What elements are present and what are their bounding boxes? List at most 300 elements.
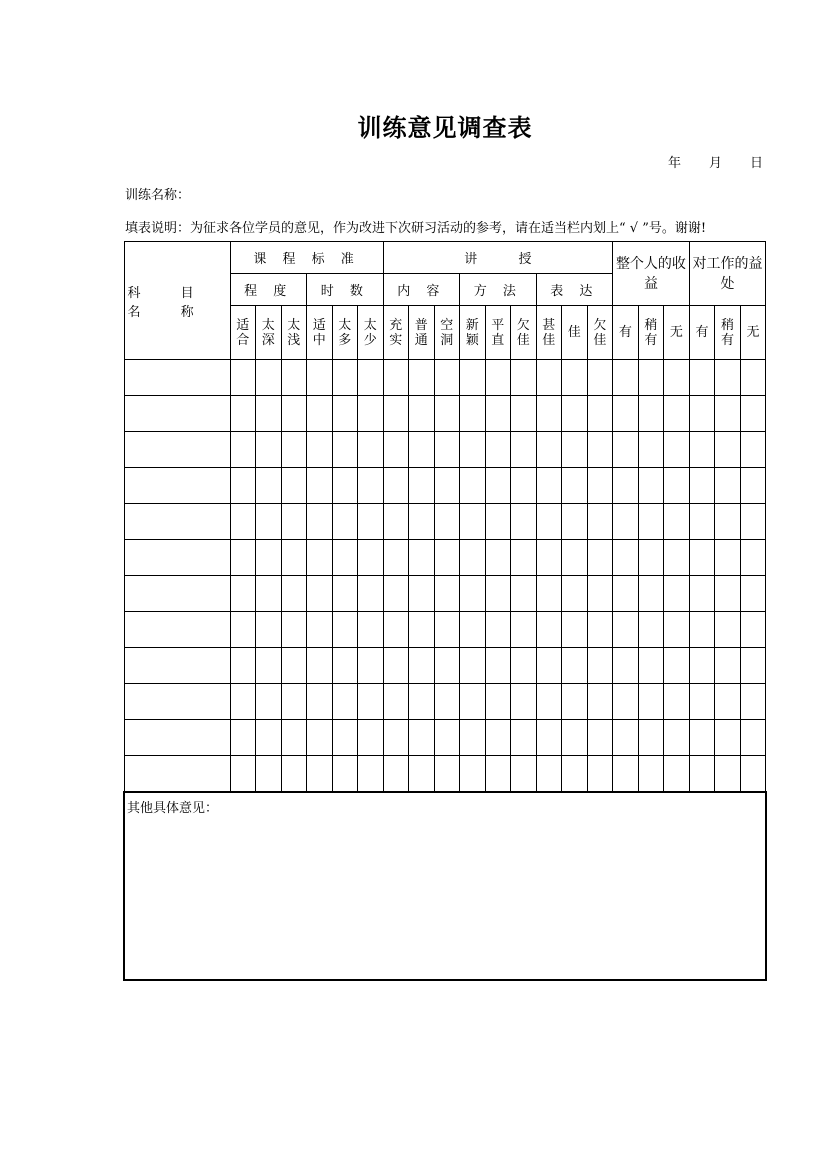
check-cell[interactable] <box>485 504 511 540</box>
check-cell[interactable] <box>664 576 690 612</box>
check-cell[interactable] <box>230 540 256 576</box>
check-cell[interactable] <box>256 648 282 684</box>
check-cell[interactable] <box>562 684 588 720</box>
check-cell[interactable] <box>256 396 282 432</box>
check-cell[interactable] <box>613 684 639 720</box>
check-cell[interactable] <box>613 648 639 684</box>
check-cell[interactable] <box>740 432 766 468</box>
option-header <box>664 306 690 360</box>
check-cell[interactable] <box>460 756 486 793</box>
check-cell[interactable] <box>307 432 333 468</box>
option-header <box>613 306 639 360</box>
check-cell[interactable] <box>638 360 664 396</box>
check-cell[interactable] <box>664 684 690 720</box>
check-cell[interactable] <box>715 684 741 720</box>
check-cell[interactable] <box>434 396 460 432</box>
check-cell[interactable] <box>460 648 486 684</box>
check-cell[interactable] <box>460 432 486 468</box>
check-cell[interactable] <box>740 648 766 684</box>
check-cell[interactable] <box>689 504 715 540</box>
check-cell[interactable] <box>638 540 664 576</box>
check-cell[interactable] <box>358 576 384 612</box>
subject-cell[interactable] <box>124 432 230 468</box>
check-cell[interactable] <box>332 576 358 612</box>
subject-cell[interactable] <box>124 684 230 720</box>
check-cell[interactable] <box>409 432 435 468</box>
check-cell[interactable] <box>332 684 358 720</box>
check-cell[interactable] <box>562 432 588 468</box>
check-cell[interactable] <box>281 360 307 396</box>
check-cell[interactable] <box>715 468 741 504</box>
check-cell[interactable] <box>358 504 384 540</box>
check-cell[interactable] <box>638 648 664 684</box>
check-cell[interactable] <box>689 612 715 648</box>
check-cell[interactable] <box>358 756 384 793</box>
option-header <box>358 306 384 360</box>
check-cell[interactable] <box>281 756 307 793</box>
check-cell[interactable] <box>511 756 537 793</box>
check-cell[interactable] <box>689 720 715 756</box>
check-cell[interactable] <box>307 396 333 432</box>
check-cell[interactable] <box>587 756 613 793</box>
check-cell[interactable] <box>715 756 741 793</box>
check-cell[interactable] <box>230 468 256 504</box>
check-cell[interactable] <box>358 432 384 468</box>
check-cell[interactable] <box>383 432 409 468</box>
check-cell[interactable] <box>536 396 562 432</box>
check-cell[interactable] <box>256 576 282 612</box>
check-cell[interactable] <box>511 504 537 540</box>
check-cell[interactable] <box>638 468 664 504</box>
check-cell[interactable] <box>281 432 307 468</box>
subject-cell[interactable] <box>124 396 230 432</box>
check-cell[interactable] <box>307 756 333 793</box>
check-cell[interactable] <box>281 540 307 576</box>
check-cell[interactable] <box>562 504 588 540</box>
check-cell[interactable] <box>536 432 562 468</box>
check-cell[interactable] <box>256 612 282 648</box>
check-cell[interactable] <box>613 396 639 432</box>
option-header <box>332 306 358 360</box>
check-cell[interactable] <box>664 360 690 396</box>
check-cell[interactable] <box>587 396 613 432</box>
check-cell[interactable] <box>587 540 613 576</box>
check-cell[interactable] <box>689 432 715 468</box>
check-cell[interactable] <box>587 432 613 468</box>
check-cell[interactable] <box>256 540 282 576</box>
check-cell[interactable] <box>409 648 435 684</box>
check-cell[interactable] <box>358 684 384 720</box>
check-cell[interactable] <box>536 648 562 684</box>
check-cell[interactable] <box>536 720 562 756</box>
check-cell[interactable] <box>358 360 384 396</box>
check-cell[interactable] <box>536 468 562 504</box>
check-cell[interactable] <box>434 576 460 612</box>
check-cell[interactable] <box>562 576 588 612</box>
check-cell[interactable] <box>638 576 664 612</box>
check-cell[interactable] <box>230 504 256 540</box>
table-row <box>124 432 766 468</box>
check-cell[interactable] <box>485 684 511 720</box>
method-header: 方 法 <box>460 274 537 306</box>
subject-cell[interactable] <box>124 720 230 756</box>
check-cell[interactable] <box>689 576 715 612</box>
check-cell[interactable] <box>434 504 460 540</box>
check-cell[interactable] <box>281 576 307 612</box>
check-cell[interactable] <box>587 504 613 540</box>
check-cell[interactable] <box>281 684 307 720</box>
option-header <box>383 306 409 360</box>
check-cell[interactable] <box>587 612 613 648</box>
option-label: 佳 <box>567 325 581 340</box>
check-cell[interactable] <box>536 756 562 793</box>
option-header <box>638 306 664 360</box>
check-cell[interactable] <box>434 612 460 648</box>
option-label: 太少 <box>363 317 377 348</box>
check-cell[interactable] <box>281 648 307 684</box>
check-cell[interactable] <box>638 756 664 793</box>
check-cell[interactable] <box>715 360 741 396</box>
subject-cell[interactable] <box>124 648 230 684</box>
check-cell[interactable] <box>409 756 435 793</box>
check-cell[interactable] <box>562 396 588 432</box>
check-cell[interactable] <box>332 504 358 540</box>
check-cell[interactable] <box>383 612 409 648</box>
check-cell[interactable] <box>689 468 715 504</box>
check-cell[interactable] <box>511 684 537 720</box>
check-cell[interactable] <box>511 432 537 468</box>
check-cell[interactable] <box>460 576 486 612</box>
check-cell[interactable] <box>613 720 639 756</box>
check-cell[interactable] <box>664 432 690 468</box>
check-cell[interactable] <box>383 648 409 684</box>
check-cell[interactable] <box>409 468 435 504</box>
option-label: 无 <box>746 325 760 340</box>
check-cell[interactable] <box>409 612 435 648</box>
check-cell[interactable] <box>511 720 537 756</box>
check-cell[interactable] <box>485 756 511 793</box>
subject-cell[interactable] <box>124 612 230 648</box>
check-cell[interactable] <box>383 540 409 576</box>
check-cell[interactable] <box>740 576 766 612</box>
check-cell[interactable] <box>307 360 333 396</box>
check-cell[interactable] <box>511 540 537 576</box>
check-cell[interactable] <box>740 612 766 648</box>
check-cell[interactable] <box>460 468 486 504</box>
check-cell[interactable] <box>434 720 460 756</box>
check-cell[interactable] <box>383 684 409 720</box>
check-cell[interactable] <box>281 468 307 504</box>
option-header <box>562 306 588 360</box>
hours-header: 时 数 <box>307 274 384 306</box>
check-cell[interactable] <box>460 360 486 396</box>
check-cell[interactable] <box>613 360 639 396</box>
check-cell[interactable] <box>689 648 715 684</box>
check-cell[interactable] <box>332 396 358 432</box>
check-cell[interactable] <box>562 756 588 793</box>
check-cell[interactable] <box>383 396 409 432</box>
subject-cell[interactable] <box>124 576 230 612</box>
check-cell[interactable] <box>230 756 256 793</box>
check-cell[interactable] <box>511 468 537 504</box>
check-cell[interactable] <box>485 396 511 432</box>
check-cell[interactable] <box>230 432 256 468</box>
check-cell[interactable] <box>281 396 307 432</box>
check-cell[interactable] <box>409 720 435 756</box>
check-cell[interactable] <box>256 432 282 468</box>
check-cell[interactable] <box>485 468 511 504</box>
check-cell[interactable] <box>332 540 358 576</box>
check-cell[interactable] <box>409 396 435 432</box>
check-cell[interactable] <box>460 396 486 432</box>
check-cell[interactable] <box>256 720 282 756</box>
check-cell[interactable] <box>740 360 766 396</box>
check-cell[interactable] <box>434 432 460 468</box>
form-title: 训练意见调查表 <box>357 113 533 142</box>
check-cell[interactable] <box>256 504 282 540</box>
subject-header: 科 目 名 称 <box>124 242 230 360</box>
check-cell[interactable] <box>536 576 562 612</box>
check-cell[interactable] <box>689 396 715 432</box>
check-cell[interactable] <box>562 540 588 576</box>
check-cell[interactable] <box>383 756 409 793</box>
check-cell[interactable] <box>638 432 664 468</box>
check-cell[interactable] <box>664 756 690 793</box>
check-cell[interactable] <box>587 360 613 396</box>
check-cell[interactable] <box>511 396 537 432</box>
check-cell[interactable] <box>332 612 358 648</box>
check-cell[interactable] <box>230 576 256 612</box>
check-cell[interactable] <box>664 648 690 684</box>
check-cell[interactable] <box>562 468 588 504</box>
subject-cell[interactable] <box>124 468 230 504</box>
check-cell[interactable] <box>664 540 690 576</box>
check-cell[interactable] <box>281 504 307 540</box>
check-cell[interactable] <box>256 468 282 504</box>
check-cell[interactable] <box>358 720 384 756</box>
table-row <box>124 720 766 756</box>
option-label: 稍有 <box>644 317 658 348</box>
check-cell[interactable] <box>715 720 741 756</box>
check-cell[interactable] <box>409 504 435 540</box>
check-cell[interactable] <box>511 648 537 684</box>
check-cell[interactable] <box>740 396 766 432</box>
check-cell[interactable] <box>485 612 511 648</box>
check-cell[interactable] <box>434 360 460 396</box>
check-cell[interactable] <box>638 504 664 540</box>
check-cell[interactable] <box>434 684 460 720</box>
check-cell[interactable] <box>638 612 664 648</box>
check-cell[interactable] <box>230 360 256 396</box>
check-cell[interactable] <box>332 468 358 504</box>
check-cell[interactable] <box>409 684 435 720</box>
check-cell[interactable] <box>307 504 333 540</box>
check-cell[interactable] <box>358 648 384 684</box>
check-cell[interactable] <box>689 756 715 793</box>
check-cell[interactable] <box>409 360 435 396</box>
subject-cell[interactable] <box>124 360 230 396</box>
check-cell[interactable] <box>715 432 741 468</box>
check-cell[interactable] <box>562 720 588 756</box>
check-cell[interactable] <box>307 684 333 720</box>
check-cell[interactable] <box>460 504 486 540</box>
content-header: 内 容 <box>383 274 460 306</box>
option-label: 有 <box>695 325 709 340</box>
check-cell[interactable] <box>715 504 741 540</box>
check-cell[interactable] <box>664 612 690 648</box>
check-cell[interactable] <box>536 360 562 396</box>
check-cell[interactable] <box>358 612 384 648</box>
check-cell[interactable] <box>460 720 486 756</box>
table-row <box>124 360 766 396</box>
check-cell[interactable] <box>664 468 690 504</box>
check-cell[interactable] <box>664 504 690 540</box>
option-label: 太深 <box>261 317 275 348</box>
check-cell[interactable] <box>613 612 639 648</box>
check-cell[interactable] <box>383 576 409 612</box>
check-cell[interactable] <box>307 720 333 756</box>
check-cell[interactable] <box>307 612 333 648</box>
check-cell[interactable] <box>383 720 409 756</box>
check-cell[interactable] <box>536 504 562 540</box>
check-cell[interactable] <box>536 684 562 720</box>
check-cell[interactable] <box>409 576 435 612</box>
check-cell[interactable] <box>256 684 282 720</box>
check-cell[interactable] <box>562 612 588 648</box>
check-cell[interactable] <box>689 540 715 576</box>
check-cell[interactable] <box>740 684 766 720</box>
check-cell[interactable] <box>460 540 486 576</box>
check-cell[interactable] <box>715 648 741 684</box>
check-cell[interactable] <box>332 432 358 468</box>
check-cell[interactable] <box>281 720 307 756</box>
check-cell[interactable] <box>485 360 511 396</box>
check-cell[interactable] <box>332 360 358 396</box>
option-label: 稍有 <box>720 317 734 348</box>
check-cell[interactable] <box>740 540 766 576</box>
check-cell[interactable] <box>613 576 639 612</box>
check-cell[interactable] <box>740 468 766 504</box>
check-cell[interactable] <box>613 432 639 468</box>
check-cell[interactable] <box>536 540 562 576</box>
check-cell[interactable] <box>587 720 613 756</box>
check-cell[interactable] <box>664 720 690 756</box>
check-cell[interactable] <box>307 648 333 684</box>
table-row <box>124 396 766 432</box>
subject-cell[interactable] <box>124 756 230 793</box>
check-cell[interactable] <box>485 432 511 468</box>
check-cell[interactable] <box>587 648 613 684</box>
check-cell[interactable] <box>230 648 256 684</box>
check-cell[interactable] <box>358 468 384 504</box>
check-cell[interactable] <box>587 576 613 612</box>
check-cell[interactable] <box>434 648 460 684</box>
check-cell[interactable] <box>689 684 715 720</box>
option-label: 欠佳 <box>593 317 607 348</box>
check-cell[interactable] <box>562 360 588 396</box>
check-cell[interactable] <box>613 756 639 793</box>
check-cell[interactable] <box>434 540 460 576</box>
check-cell[interactable] <box>562 648 588 684</box>
check-cell[interactable] <box>536 612 562 648</box>
check-cell[interactable] <box>332 648 358 684</box>
check-cell[interactable] <box>689 360 715 396</box>
check-cell[interactable] <box>587 684 613 720</box>
subject-cell[interactable] <box>124 540 230 576</box>
check-cell[interactable] <box>230 720 256 756</box>
check-cell[interactable] <box>613 504 639 540</box>
check-cell[interactable] <box>383 504 409 540</box>
check-cell[interactable] <box>485 540 511 576</box>
check-cell[interactable] <box>715 612 741 648</box>
check-cell[interactable] <box>740 504 766 540</box>
check-cell[interactable] <box>358 396 384 432</box>
option-header <box>307 306 333 360</box>
check-cell[interactable] <box>638 684 664 720</box>
check-cell[interactable] <box>740 756 766 793</box>
check-cell[interactable] <box>715 540 741 576</box>
check-cell[interactable] <box>460 684 486 720</box>
other-opinions-box[interactable] <box>124 792 766 980</box>
check-cell[interactable] <box>434 756 460 793</box>
check-cell[interactable] <box>511 360 537 396</box>
check-cell[interactable] <box>664 396 690 432</box>
check-cell[interactable] <box>460 612 486 648</box>
check-cell[interactable] <box>307 540 333 576</box>
other-opinions-label: 其他具体意见： <box>127 801 219 816</box>
option-header <box>409 306 435 360</box>
check-cell[interactable] <box>715 396 741 432</box>
check-cell[interactable] <box>332 756 358 793</box>
check-cell[interactable] <box>230 612 256 648</box>
degree-header: 程 度 <box>230 274 307 306</box>
table-row <box>124 576 766 612</box>
check-cell[interactable] <box>613 540 639 576</box>
check-cell[interactable] <box>613 468 639 504</box>
option-header <box>460 306 486 360</box>
check-cell[interactable] <box>638 720 664 756</box>
subject-cell[interactable] <box>124 504 230 540</box>
check-cell[interactable] <box>281 612 307 648</box>
option-label: 欠佳 <box>516 317 530 348</box>
check-cell[interactable] <box>383 360 409 396</box>
check-cell[interactable] <box>230 396 256 432</box>
check-cell[interactable] <box>383 468 409 504</box>
check-cell[interactable] <box>307 576 333 612</box>
check-cell[interactable] <box>715 576 741 612</box>
check-cell[interactable] <box>256 756 282 793</box>
check-cell[interactable] <box>740 720 766 756</box>
check-cell[interactable] <box>332 720 358 756</box>
check-cell[interactable] <box>307 468 333 504</box>
instructions-text: 填表说明：为征求各位学员的意见，作为改进下次研习活动的参考，请在适当栏内划上“ √ ”号。谢谢! <box>125 221 707 236</box>
option-header <box>434 306 460 360</box>
check-cell[interactable] <box>485 720 511 756</box>
check-cell[interactable] <box>511 576 537 612</box>
table-row <box>124 540 766 576</box>
check-cell[interactable] <box>511 612 537 648</box>
check-cell[interactable] <box>587 468 613 504</box>
option-label: 充实 <box>389 317 403 348</box>
check-cell[interactable] <box>358 540 384 576</box>
check-cell[interactable] <box>230 684 256 720</box>
check-cell[interactable] <box>409 540 435 576</box>
check-cell[interactable] <box>485 648 511 684</box>
check-cell[interactable] <box>434 468 460 504</box>
check-cell[interactable] <box>256 360 282 396</box>
check-cell[interactable] <box>638 396 664 432</box>
check-cell[interactable] <box>485 576 511 612</box>
